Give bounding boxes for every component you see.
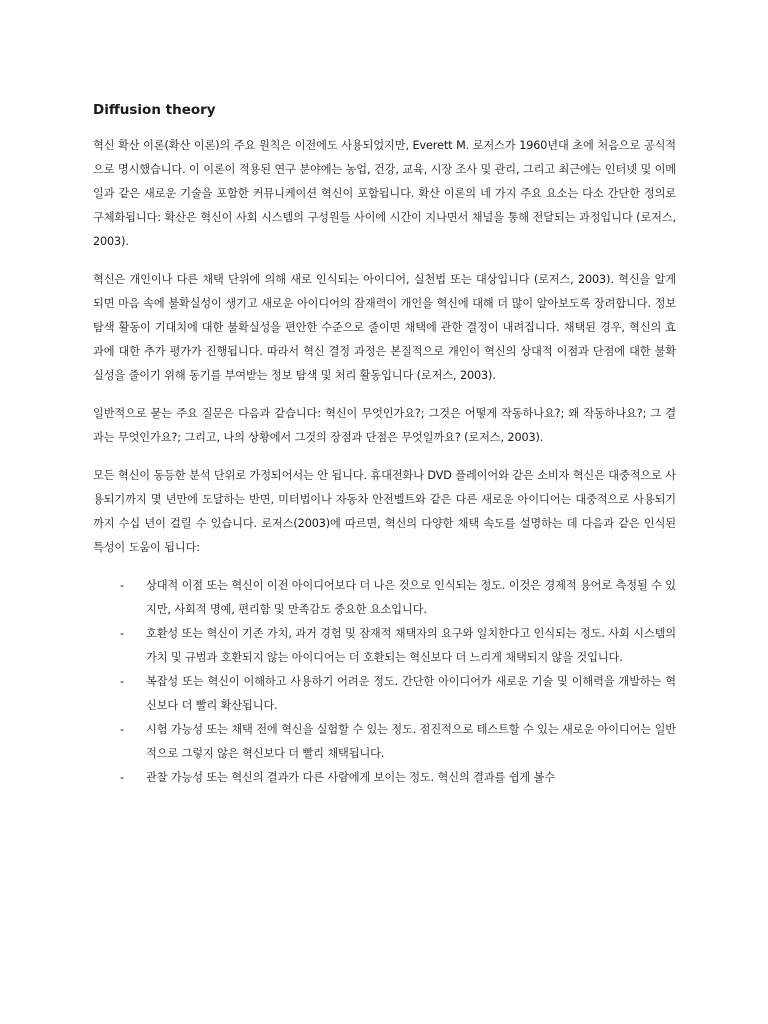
list-item-compatibility [93, 622, 676, 670]
list-item-text: 호환성 또는 혁신이 기존 가치, 과거 경험 및 잠재적 채택자의 요구와 일치한다고 인식되는 정도. 사회 시스템의 가치 및 규범과 호환되지 않는 아이디어는 더 호환되는 혁신보다 더 느리게 채택되지 않을 것입니다. [146, 627, 676, 664]
bullet-dash: - [120, 723, 124, 736]
paragraph-innovation-definition: 혁신은 개인이나 다른 채택 단위에 의해 새로 인식되는 아이디어, 실천법 또는 대상입니다 (로저스, 2003). 혁신을 알게 되면 마음 속에 불확실성이 생기고 새로운 아이디어의 잠재력이 개인을 혁신에 대해 더 많이 알아보도록 장려합니다. 정보 탐색 활동이 기대치에 대한 불확실성을 편안한 수준으로 줄이면 채택에 관한 결정이 내려집니다. 채택된 경우, 혁신의 효과에 대한 추가 평가가 진행됩니다. 따라서 혁신 결정 과정은 본질적으로 개인이 혁신의 상대적 이점과 단점에 대한 불확실성을 줄이기 위해 동기를 부여받는 정보 탐색 및 처리 활동입니다 (로저스, 2003). [93, 273, 676, 382]
list-item-text: 상대적 이점 또는 혁신이 이전 아이디어보다 더 나은 것으로 인식되는 정도. 이것은 경제적 용어로 측정될 수 있지만, 사회적 명예, 편리함 및 만족감도 중요한 요소입니다. [146, 579, 676, 616]
paragraph-adoption-rate: 모든 혁신이 동등한 분석 단위로 가정되어서는 안 됩니다. 휴대전화나 DVD 플레이어와 같은 소비자 혁신은 대중적으로 사용되기까지 몇 년만에 도달하는 반면, 미터법이나 자동차 안전벨트와 같은 다른 새로운 아이디어는 대중적으로 사용되기까지 수십 년이 걸릴 수 있습니다. 로저스(2003)에 따르면, 혁신의 다양한 채택 속도를 설명하는 데 다음과 같은 인식된 특성이 도움이 됩니다: [93, 469, 676, 554]
list-item-trialability [93, 718, 676, 766]
bullet-dash: - [120, 771, 124, 784]
list-item-text: 관찰 가능성 또는 혁신의 결과가 다른 사람에게 보이는 정도. 혁신의 결과를 쉽게 볼수 [146, 771, 555, 784]
list-item-relative-advantage [93, 574, 676, 622]
paragraph-key-questions: 일반적으로 묻는 주요 질문은 다음과 같습니다: 혁신이 무엇인가요?; 그것은 어떻게 작동하나요?; 왜 작동하나요?; 그 결과는 무엇인가요?; 그리고, 나의 상황에서 그것의 장점과 단점은 무엇일까요? (로저스, 2003). [93, 407, 676, 444]
list-item-text: 시험 가능성 또는 채택 전에 혁신을 실험할 수 있는 정도. 점진적으로 테스트할 수 있는 새로운 아이디어는 일반적으로 그렇지 않은 혁신보다 더 빨리 채택됩니다. [146, 723, 676, 760]
bullet-dash: - [120, 579, 124, 592]
bullet-dash: - [120, 627, 124, 640]
list-item-complexity [93, 670, 676, 718]
document-title: Diffusion theory [93, 102, 216, 118]
characteristics-list [93, 574, 676, 790]
list-item-text: 복잡성 또는 혁신이 이해하고 사용하기 어려운 정도. 간단한 아이디어가 새로운 기술 및 이해력을 개발하는 혁신보다 더 빨리 확산됩니다. [146, 675, 676, 712]
document-body [93, 100, 676, 790]
bullet-dash: - [120, 675, 124, 688]
paragraph-intro: 혁신 확산 이론(확산 이론)의 주요 원칙은 이전에도 사용되었지만, Everett M. 로저스가 1960년대 초에 처음으로 공식적으로 명시했습니다. 이 이론이 적용된 연구 분야에는 농업, 건강, 교육, 시장 조사 및 관리, 그리고 최근에는 인터넷 및 이메일과 같은 새로운 기술을 포함한 커뮤니케이션 혁신이 포함됩니다. 확산 이론의 네 가지 주요 요소는 다소 간단한 정의로 구체화됩니다: 확산은 혁신이 사회 시스템의 구성원들 사이에 시간이 지나면서 채널을 통해 전달되는 과정입니다 (로저스, 2003). [93, 139, 676, 248]
list-item-observability [93, 766, 676, 790]
